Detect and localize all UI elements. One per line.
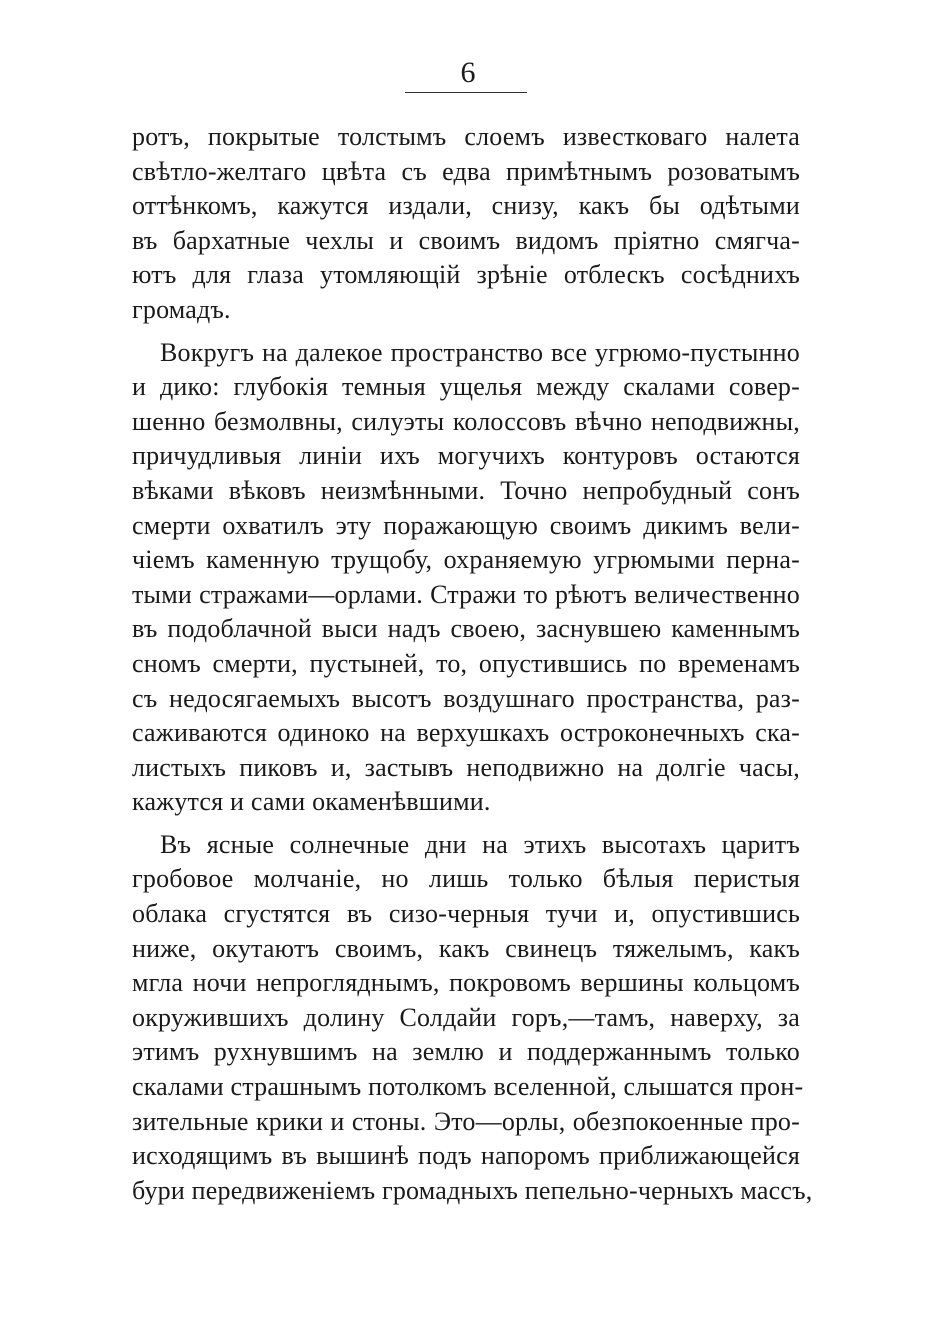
text-line: облака сгустятся въ сизо-черныя тучи и, опустившись [132,899,800,929]
text-line: съ недосягаемыхъ высотъ воздушнаго пространства, раз- [132,683,800,713]
text-line: ниже, окутаютъ своимъ, какъ свинецъ тяжелымъ, какъ [132,933,800,963]
text-line: чіемъ каменную трущобу, охраняемую угрюмыми перна- [132,545,800,575]
text-line: саживаются одиноко на верхушкахъ остроконечныхъ ска- [132,718,800,748]
header-rule [405,92,527,93]
text-line: Въ ясные солнечные дни на этихъ высотахъ царитъ [160,829,800,859]
text-line: и дико: глубокія темныя ущелья между скалами совер- [132,372,800,402]
page-header [0,58,936,88]
paragraph-gap [132,328,800,336]
text-line: окружившихъ долину Солдайи горъ,—тамъ, наверху, за [132,1002,800,1032]
text-line: шенно безмолвны, силуэты колоссовъ вѣчно неподвижны, [132,406,800,436]
text-line: Вокругъ на далекое пространство все угрюмо-пустынно [160,337,800,367]
text-line: ютъ для глаза утомляющій зрѣніе отблескъ сосѣднихъ [132,260,800,290]
text-line: смерти охватилъ эту поражающую своимъ дикимъ вели- [132,510,800,540]
page-number: 6 [460,56,476,89]
text-line: мгла ночи непрогляднымъ, покровомъ вершины кольцомъ [132,968,800,998]
text-line: тыми стражами—орлами. Стражи то рѣютъ величественно [132,579,800,609]
text-line: листыхъ пиковъ и, застывъ неподвижно на долгіе часы, [132,752,800,782]
text-line: скалами страшнымъ потолкомъ вселенной, слышатся прон- [132,1072,804,1102]
text-line: свѣтло-желтаго цвѣта съ едва примѣтнымъ розоватымъ [132,156,800,186]
paragraph-gap [132,820,800,828]
text-line: вѣками вѣковъ неизмѣнными. Точно непробудный сонъ [132,475,800,505]
text-line: гробовое молчаніе, но лишь только бѣлыя перистыя [132,864,800,894]
text-line: причудливыя линіи ихъ могучихъ контуровъ остаются [132,441,800,471]
text-line: въ бархатные чехлы и своимъ видомъ пріятно смягча- [132,225,800,255]
paragraph-1 [132,120,800,328]
text-line: этимъ рухнувшимъ на землю и поддержаннымъ только [132,1037,800,1067]
text-line: сномъ смерти, пустыней, то, опустившись по временамъ [132,648,800,678]
text-line: ротъ, покрытые толстымъ слоемъ известковаго налета [132,122,800,151]
text-line: исходящимъ въ вышинѣ подъ напоромъ приближающейся [132,1141,800,1171]
text-line: бури передвиженіемъ громадныхъ пепельно-черныхъ массъ, [132,1175,813,1205]
text-line: въ подоблачной выси надъ своею, заснувшею каменнымъ [132,614,800,644]
text-line: громадъ. [132,294,231,324]
text-line: зительные крики и стоны. Это—орлы, обезпокоенные про- [132,1106,800,1136]
paragraph-3 [132,828,813,1209]
text-line: кажутся и сами окаменѣвшими. [132,787,491,817]
body-text [132,120,813,1208]
text-line: оттѣнкомъ, кажутся издали, снизу, какъ бы одѣтыми [132,191,800,221]
paragraph-2 [132,336,800,820]
